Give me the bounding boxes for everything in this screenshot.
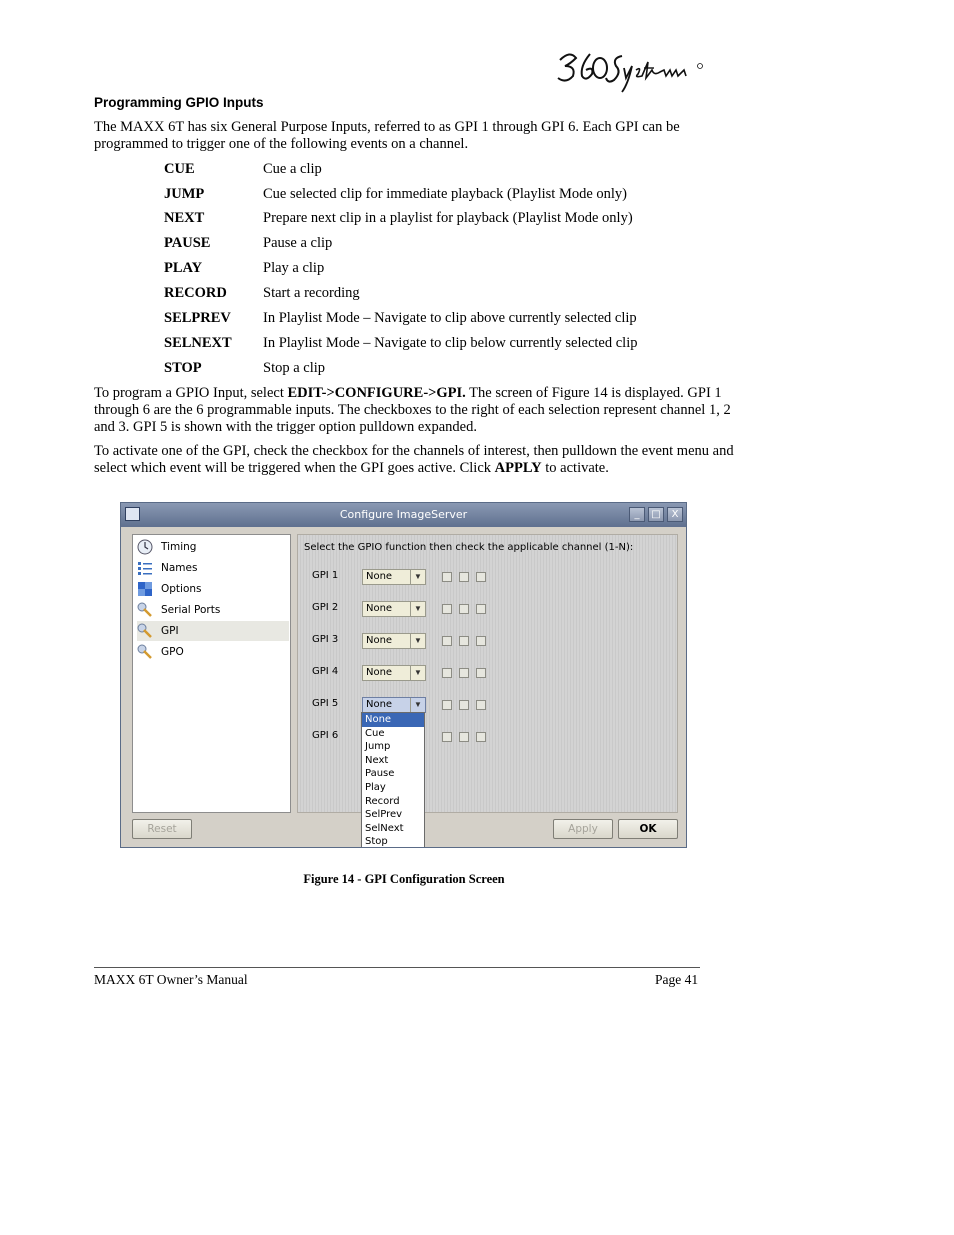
gpi-select-value: None	[366, 699, 393, 710]
gpi-label: GPI 5	[312, 698, 339, 709]
gpi-panel	[297, 534, 678, 813]
nav-item-timing[interactable]	[137, 537, 289, 557]
gpi1-channel-3-checkbox[interactable]	[476, 572, 486, 582]
event-desc: Prepare next clip in a playlist for playback (Playlist Mode only)	[263, 210, 633, 226]
chevron-down-icon: ▼	[410, 634, 425, 648]
intro-paragraph: The MAXX 6T has six General Purpose Inputs, referred to as GPI 1 through GPI 6. Each GPI can be programmed to trigger one of the following events on a channel.	[94, 119, 680, 152]
gpi5-dropdown-list	[361, 712, 425, 848]
dialog-title: Configure ImageServer	[339, 508, 468, 521]
dropdown-option[interactable]: Cue	[365, 727, 385, 739]
event-row	[164, 360, 724, 380]
nav-item-gpi[interactable]	[137, 621, 289, 641]
dropdown-option[interactable]: Pause	[365, 768, 395, 780]
gpi4-channel-3-checkbox[interactable]	[476, 668, 486, 678]
puzzle-icon	[137, 581, 153, 597]
settings-nav	[132, 534, 291, 813]
gpi-select-value: None	[366, 667, 393, 678]
event-key: CUE	[164, 161, 195, 177]
event-desc: Cue a clip	[263, 161, 322, 177]
nav-item-serial-ports[interactable]	[137, 600, 289, 620]
ok-button[interactable]: OK	[618, 819, 678, 839]
company-logo	[556, 48, 706, 94]
event-key: PLAY	[164, 260, 203, 276]
gpi6-channel-3-checkbox[interactable]	[476, 732, 486, 742]
footer-manual-title: MAXX 6T Owner’s Manual	[94, 972, 248, 987]
gpi5-channel-2-checkbox[interactable]	[459, 700, 469, 710]
wrench-icon	[137, 623, 153, 639]
gpi2-select[interactable]	[362, 601, 426, 617]
chevron-down-icon: ▼	[410, 698, 425, 712]
apply-button[interactable]: Apply	[553, 819, 613, 839]
gpi3-channel-3-checkbox[interactable]	[476, 636, 486, 646]
nav-label: GPO	[161, 646, 184, 658]
dropdown-option[interactable]: Play	[365, 782, 386, 793]
gpi-select-value: None	[366, 571, 393, 582]
event-desc: Pause a clip	[263, 235, 333, 251]
gpi5-channel-3-checkbox[interactable]	[476, 700, 486, 710]
instruction-paragraph	[94, 385, 734, 436]
event-row	[164, 186, 724, 206]
dialog-titlebar	[121, 503, 686, 527]
gpi4-select[interactable]	[362, 665, 426, 681]
chevron-down-icon: ▼	[410, 666, 425, 680]
wrench-icon	[137, 602, 153, 618]
event-row	[164, 210, 724, 230]
gpi3-channel-1-checkbox[interactable]	[442, 636, 452, 646]
footer-page-number: Page 41	[655, 972, 699, 987]
gpi-instruction: Select the GPIO function then check the applicable channel (1-N):	[304, 542, 634, 553]
event-desc: Start a recording	[263, 285, 360, 301]
event-key: STOP	[164, 360, 202, 376]
event-row	[164, 335, 724, 355]
gpi2-channel-2-checkbox[interactable]	[459, 604, 469, 614]
dropdown-option[interactable]: SelPrev	[365, 809, 403, 821]
minimize-button[interactable]: _	[629, 507, 645, 522]
nav-label: GPI	[161, 625, 179, 637]
apply-keyword: APPLY	[494, 460, 542, 476]
menu-path: EDIT->CONFIGURE->GPI.	[287, 385, 466, 401]
gpi4-channel-1-checkbox[interactable]	[442, 668, 452, 678]
event-key: PAUSE	[164, 235, 211, 251]
event-desc: Cue selected clip for immediate playback (Playlist Mode only)	[263, 186, 628, 202]
dropdown-option[interactable]: Jump	[365, 741, 391, 753]
event-row	[164, 285, 724, 305]
chevron-down-icon: ▼	[410, 570, 425, 584]
event-key: SELNEXT	[164, 335, 232, 351]
gpi6-channel-2-checkbox[interactable]	[459, 732, 469, 742]
list-icon	[137, 560, 153, 576]
para3-text-c: to activate.	[541, 460, 609, 476]
event-key: JUMP	[164, 186, 205, 202]
gpi-label: GPI 3	[312, 634, 339, 645]
dropdown-option[interactable]: None	[362, 713, 424, 727]
dropdown-option[interactable]: Record	[365, 795, 400, 807]
dropdown-option[interactable]: Stop	[365, 836, 388, 848]
gpi-select-value: None	[366, 635, 393, 646]
chevron-down-icon: ▼	[410, 602, 425, 616]
activate-paragraph	[94, 443, 734, 477]
nav-label: Options	[161, 583, 202, 595]
nav-item-names[interactable]	[137, 558, 289, 578]
section-heading: Programming GPIO Inputs	[94, 95, 264, 110]
clock-icon	[137, 539, 153, 555]
para2-text-c: The screen of Figure 14 is displayed. GPI 1 through 6 are the 6 programmable inputs. The checkboxes to the right of each selection represent channel 1, 2 and 3. GPI 5 is shown with the trigger option pulldown expanded.	[94, 385, 731, 435]
event-key: SELPREV	[164, 310, 231, 326]
event-row	[164, 260, 724, 280]
event-desc: Stop a clip	[263, 360, 326, 376]
nav-label: Serial Ports	[161, 604, 221, 616]
event-row	[164, 161, 724, 181]
gpi1-channel-2-checkbox[interactable]	[459, 572, 469, 582]
event-row	[164, 235, 724, 255]
gpi2-channel-3-checkbox[interactable]	[476, 604, 486, 614]
reset-button[interactable]: Reset	[132, 819, 192, 839]
nav-label: Names	[161, 562, 198, 574]
gpi3-select[interactable]	[362, 633, 426, 649]
configure-dialog	[120, 502, 687, 848]
dropdown-option[interactable]: Next	[365, 754, 389, 766]
gpi1-channel-1-checkbox[interactable]	[442, 572, 452, 582]
gpi-label: GPI 1	[312, 570, 339, 581]
para2-text-a: To program a GPIO Input, select	[94, 385, 288, 401]
gpi-label: GPI 4	[312, 666, 339, 677]
gpi2-channel-1-checkbox[interactable]	[442, 604, 452, 614]
gpi-label: GPI 2	[312, 602, 339, 613]
figure-caption: Figure 14 - GPI Configuration Screen	[303, 872, 505, 886]
event-desc: In Playlist Mode – Navigate to clip below currently selected clip	[263, 335, 638, 351]
event-key: NEXT	[164, 210, 205, 226]
event-desc: Play a clip	[263, 260, 325, 276]
event-key: RECORD	[164, 285, 227, 301]
nav-item-gpo[interactable]	[137, 642, 289, 662]
event-row	[164, 310, 724, 330]
wrench-icon	[137, 644, 153, 660]
event-desc: In Playlist Mode – Navigate to clip above currently selected clip	[263, 310, 637, 326]
dropdown-option[interactable]: SelNext	[365, 822, 404, 834]
gpi1-select[interactable]	[362, 569, 426, 585]
gpi5-channel-1-checkbox[interactable]	[442, 700, 452, 710]
gpi4-channel-2-checkbox[interactable]	[459, 668, 469, 678]
gpi-select-value: None	[366, 603, 393, 614]
para3-text-a: To activate one of the GPI, check the checkbox for the channels of interest, then pulldown the event menu and select which event will be triggered when the GPI goes active. Click	[94, 443, 734, 476]
maximize-button[interactable]: □	[648, 507, 664, 522]
footer-divider	[94, 967, 700, 968]
gpi6-channel-1-checkbox[interactable]	[442, 732, 452, 742]
nav-item-options[interactable]	[137, 579, 289, 599]
nav-label: Timing	[161, 541, 197, 553]
gpi5-select[interactable]	[362, 697, 426, 713]
gpi-label: GPI 6	[312, 730, 339, 741]
close-button[interactable]: X	[667, 507, 683, 522]
gpi3-channel-2-checkbox[interactable]	[459, 636, 469, 646]
